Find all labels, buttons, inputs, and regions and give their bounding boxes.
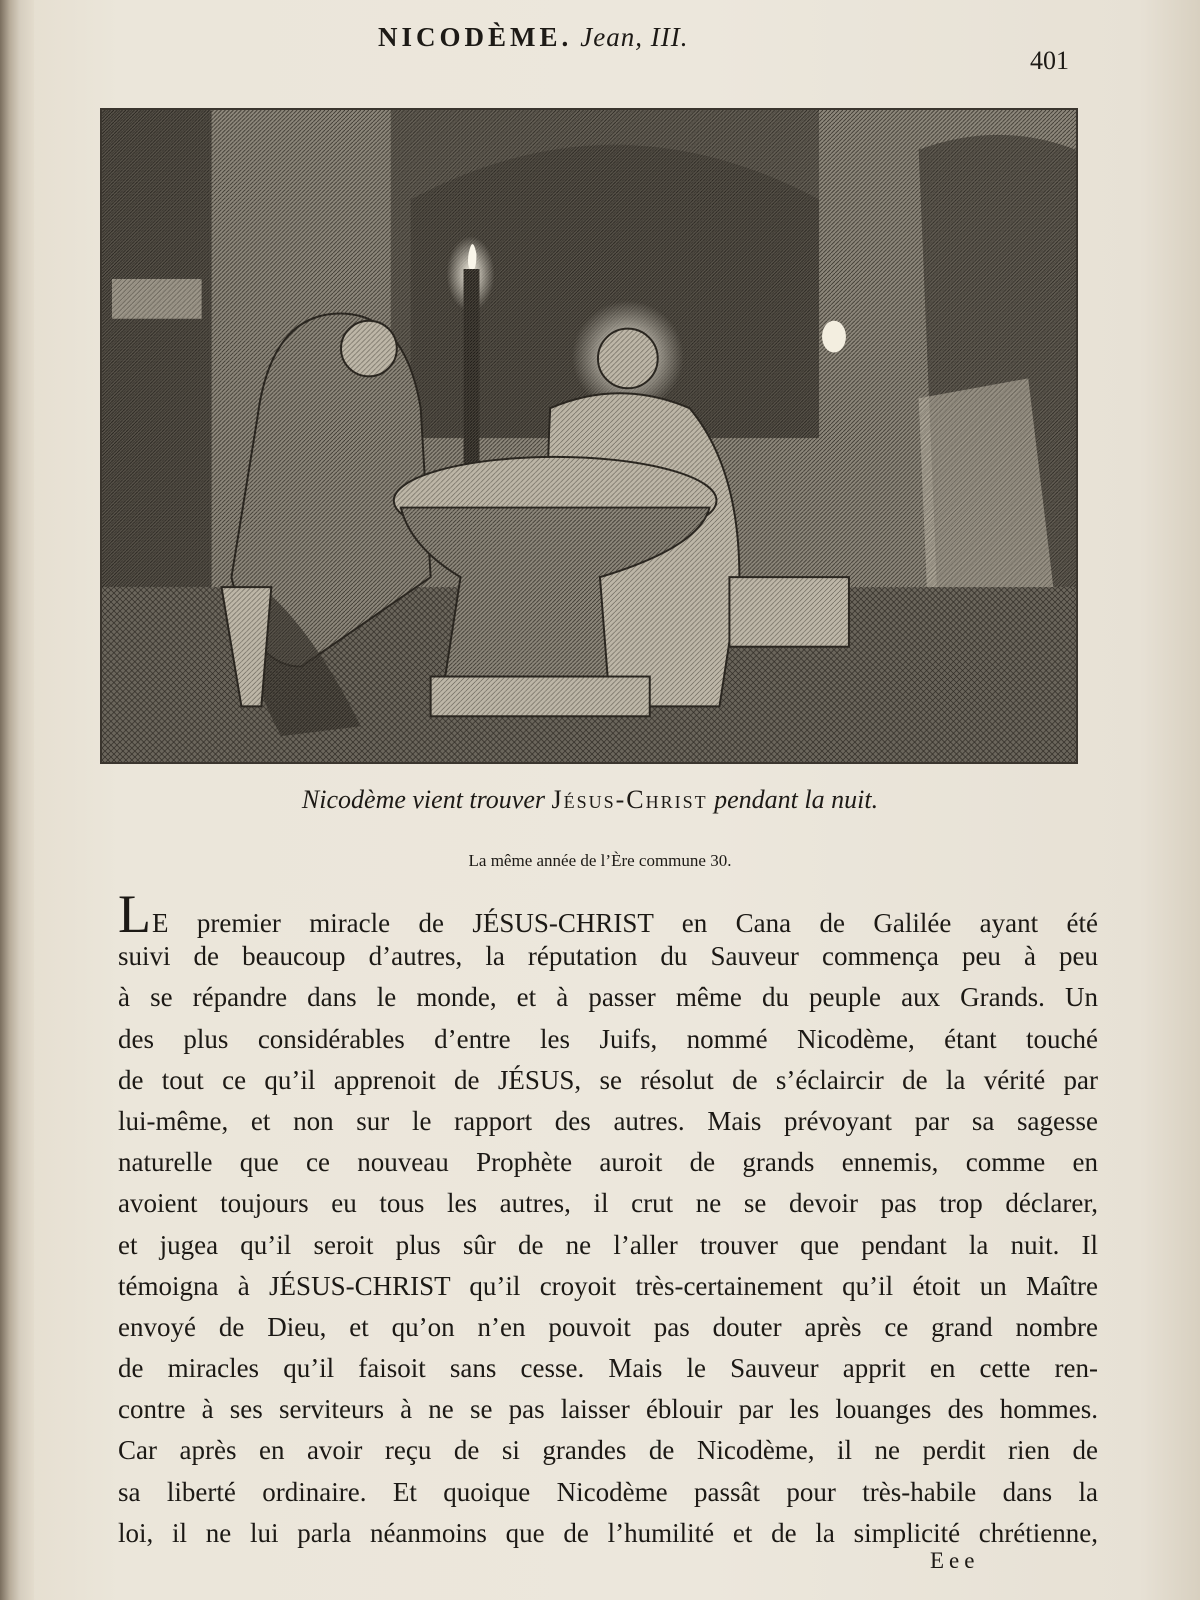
running-head <box>378 22 808 62</box>
text-line: sa liberté ordinaire. Et quoique Nicodème passât pour très-habile dans la <box>118 1476 1098 1507</box>
text-line: Car après en avoir reçu de si grandes de Nicodème, il ne perdit rien de <box>118 1435 1098 1466</box>
text-line: loi, il ne lui parla néanmoins que de l’humilité et de la simplicité chrétienne, <box>118 1517 1098 1548</box>
caption-text-before: Nicodème vient trouver <box>301 785 545 814</box>
body-text <box>118 884 1098 1554</box>
running-head-reference: Jean, III. <box>580 22 689 52</box>
text-line: de miracles qu’il faisoit sans cesse. Mais le Sauveur apprit en cette ren- <box>118 1353 1098 1384</box>
text-line: envoyé de Dieu, et qu’on n’en pouvoit pas douter après ce grand nombre <box>118 1311 1098 1342</box>
running-head-name: NICODÈME. <box>378 22 573 52</box>
engraving-illustration <box>100 108 1078 764</box>
drop-cap: L <box>118 884 151 944</box>
text-line: et jugea qu’il seroit plus sûr de ne l’aller trouver que pendant la nuit. Il <box>118 1229 1098 1260</box>
text-line: contre à ses serviteurs à ne se pas laisser éblouir par les louanges des hommes. <box>118 1394 1098 1425</box>
illustration-caption <box>200 785 980 825</box>
text-line <box>118 884 1098 944</box>
text-line: naturelle que ce nouveau Prophète auroit de grands ennemis, comme en <box>118 1147 1098 1178</box>
signature-mark: Eee <box>930 1548 980 1573</box>
hanging-lamp <box>822 321 846 353</box>
text-line: des plus considérables d’entre les Juifs, nommé Nicodème, étant touché <box>118 1023 1098 1054</box>
facing-page-edge <box>0 0 34 1600</box>
candlestick <box>464 269 480 464</box>
text-line: de tout ce qu’il apprenoit de JÉSUS, se résolut de s’éclaircir de la vérité par <box>118 1064 1098 1095</box>
text-line: avoient toujours eu tous les autres, il crut ne se devoir pas trop déclarer, <box>118 1188 1098 1219</box>
text-line-content: E premier miracle de JÉSUS-CHRIST en Cana de Galilée ayant été <box>152 908 1098 938</box>
text-line: témoigna à JÉSUS-CHRIST qu’il croyoit très-certainement qu’il étoit un Maître <box>118 1270 1098 1301</box>
caption-name: Jésus-Christ <box>551 785 708 814</box>
stool <box>729 577 849 647</box>
page-number: 401 <box>1030 46 1069 75</box>
engraving-scene <box>102 110 1076 762</box>
caption-text-after: pendant la nuit. <box>714 785 879 814</box>
date-line: La même année de l’Ère commune 30. <box>468 851 732 870</box>
text-line: lui-même, et non sur le rapport des autres. Mais prévoyant par sa sagesse <box>118 1105 1098 1136</box>
text-line: suivi de beaucoup d’autres, la réputation du Sauveur commença peu à peu <box>118 941 1098 972</box>
text-line: à se répandre dans le monde, et à passer même du peuple aux Grands. Un <box>118 982 1098 1013</box>
